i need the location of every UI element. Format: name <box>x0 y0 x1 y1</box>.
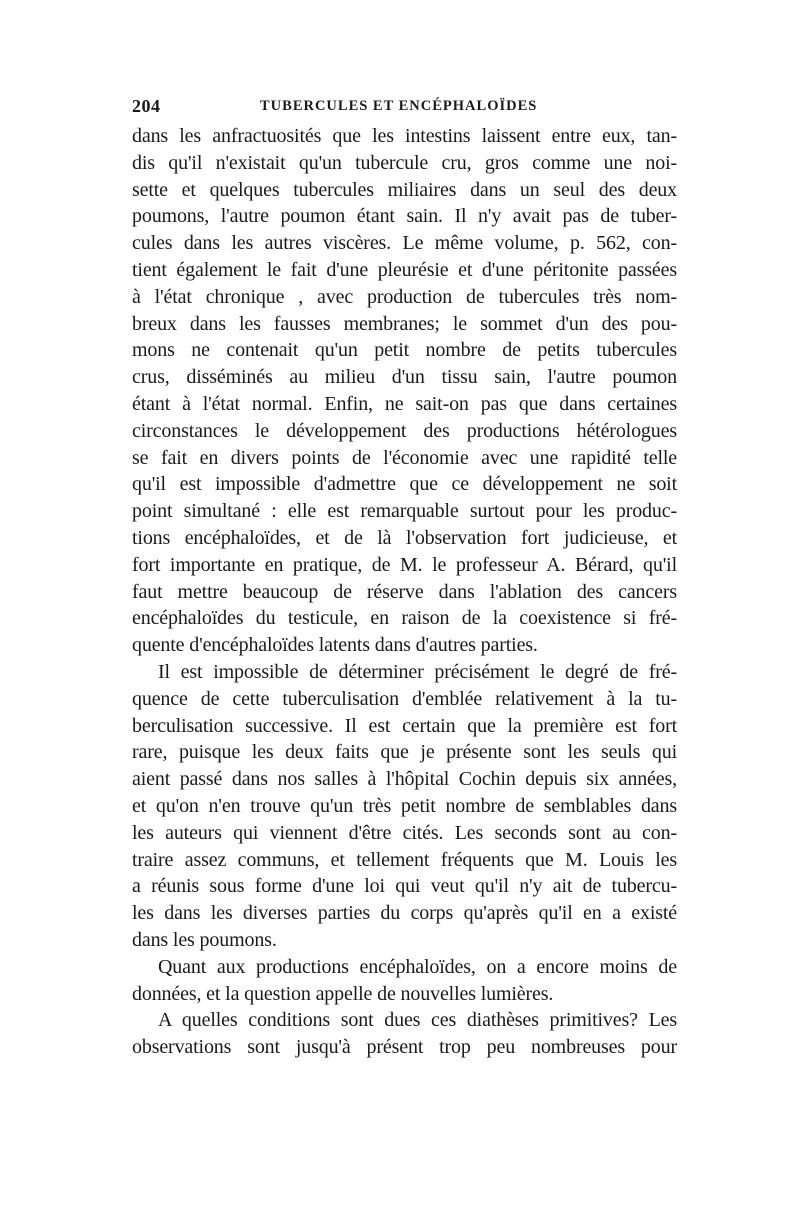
text-line: quence de cette tuberculisation d'emblée relativement à la tu- <box>132 687 677 710</box>
text-line: A quelles conditions sont dues ces diathèses primitives? Les <box>158 1009 677 1032</box>
text-line: Il est impossible de déterminer précisément le degré de fré- <box>158 660 677 683</box>
text-line: tient également le fait d'une pleurésie et d'une péritonite passées <box>132 258 677 281</box>
page-number: 204 <box>132 96 161 116</box>
text-line: mons ne contenait qu'un petit nombre de petits tubercules <box>132 339 677 362</box>
text-line: cules dans les autres viscères. Le même volume, p. 562, con- <box>132 232 677 255</box>
text-line: qu'il est impossible d'admettre que ce développement ne soit <box>132 473 677 496</box>
text-line: données, et la question appelle de nouvelles lumières. <box>132 982 554 1005</box>
text-line: quente d'encéphaloïdes latents dans d'autres parties. <box>132 634 538 657</box>
text-line: traire assez communs, et tellement fréquents que M. Louis les <box>132 848 677 871</box>
text-line: étant à l'état normal. Enfin, ne sait-on pas que dans certaines <box>132 392 677 415</box>
text-line: poumons, l'autre poumon étant sain. Il n'y avait pas de tuber- <box>132 205 677 228</box>
text-line: berculisation successive. Il est certain que la première est fort <box>132 714 677 737</box>
text-line: circonstances le développement des productions hétérologues <box>132 419 677 442</box>
running-head <box>132 96 677 118</box>
text-line: dis qu'il n'existait qu'un tubercule cru, gros comme une noi- <box>132 151 677 174</box>
body-text <box>132 123 677 1061</box>
text-line: les auteurs qui viennent d'être cités. Les seconds sont au con- <box>132 821 677 844</box>
text-line: Quant aux productions encéphaloïdes, on a encore moins de <box>158 955 677 978</box>
text-line: crus, disséminés au milieu d'un tissu sain, l'autre poumon <box>132 366 677 389</box>
text-line: rare, puisque les deux faits que je présente sont les seuls qui <box>132 741 677 764</box>
text-line: sette et quelques tubercules miliaires dans un seul des deux <box>132 178 677 201</box>
text-line: à l'état chronique , avec production de tubercules très nom- <box>132 285 677 308</box>
text-line: point simultané : elle est remarquable surtout pour les produc- <box>132 500 677 523</box>
text-line: a réunis sous forme d'une loi qui veut qu'il n'y ait de tubercu- <box>132 875 677 898</box>
text-line: breux dans les fausses membranes; le sommet d'un des pou- <box>132 312 677 335</box>
text-line: tions encéphaloïdes, et de là l'observation fort judicieuse, et <box>132 526 677 549</box>
text-line: dans les anfractuosités que les intestins laissent entre eux, tan- <box>132 125 677 147</box>
text-line: aient passé dans nos salles à l'hôpital Cochin depuis six années, <box>132 768 677 791</box>
text-line: et qu'on n'en trouve qu'un très petit nombre de semblables dans <box>132 794 677 817</box>
text-line: observations sont jusqu'à présent trop peu nombreuses pour <box>132 1036 677 1059</box>
text-line: faut mettre beaucoup de réserve dans l'ablation des cancers <box>132 580 677 603</box>
text-line: se fait en divers points de l'économie avec une rapidité telle <box>132 446 677 469</box>
running-title: TUBERCULES ET ENCÉPHALOÏDES <box>260 98 538 114</box>
text-line: les dans les diverses parties du corps qu'après qu'il en a existé <box>132 902 677 925</box>
text-line: fort importante en pratique, de M. le professeur A. Bérard, qu'il <box>132 553 677 576</box>
text-line: encéphaloïdes du testicule, en raison de la coexistence si fré- <box>132 607 677 630</box>
text-line: dans les poumons. <box>132 928 277 951</box>
